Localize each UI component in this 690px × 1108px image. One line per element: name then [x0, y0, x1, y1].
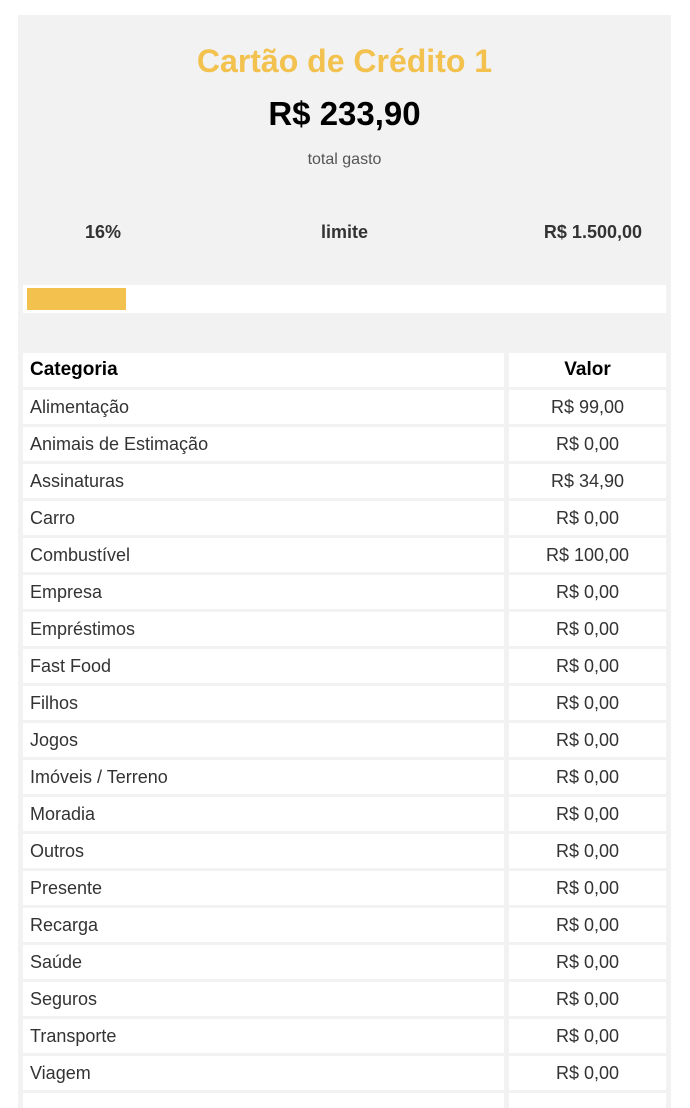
- header-value: Valor: [509, 353, 666, 387]
- table-row: [23, 575, 666, 612]
- table-row: [23, 760, 666, 797]
- header-category: Categoria: [23, 353, 504, 387]
- table-row: [23, 1056, 666, 1093]
- table-row: [23, 945, 666, 982]
- category-cell: Moradia: [23, 797, 504, 831]
- value-cell: R$ 0,00: [509, 1056, 666, 1090]
- limit-label: limite: [320, 222, 368, 242]
- table-row: [23, 538, 666, 575]
- value-cell: R$ 0,00: [509, 649, 666, 683]
- value-cell: R$ 0,00: [509, 908, 666, 942]
- value-cell: R$ 0,00: [509, 575, 666, 609]
- table-row: [23, 390, 666, 427]
- value-cell: R$ 0,00: [509, 945, 666, 979]
- value-cell: R$ 0,00: [509, 612, 666, 646]
- limit-progress-bar: [23, 285, 666, 313]
- category-cell: Animais de Estimação: [23, 427, 504, 461]
- category-cell: Imóveis / Terreno: [23, 760, 504, 794]
- value-cell: R$ 0,00: [509, 1019, 666, 1053]
- table-header-row: [23, 353, 666, 390]
- table-row: [23, 723, 666, 760]
- empty-cell: [23, 1093, 504, 1108]
- value-cell: R$ 0,00: [509, 834, 666, 868]
- table-row: [23, 464, 666, 501]
- category-cell: Combustível: [23, 538, 504, 572]
- category-cell: Viagem: [23, 1056, 504, 1090]
- table-row: [23, 1019, 666, 1056]
- category-cell: Presente: [23, 871, 504, 905]
- category-table: [23, 353, 666, 1108]
- limit-value: R$ 1.500,00: [543, 222, 642, 242]
- table-row: [23, 982, 666, 1019]
- value-cell: R$ 34,90: [509, 464, 666, 498]
- total-spent-amount: R$ 233,90: [268, 95, 421, 132]
- category-cell: Jogos: [23, 723, 504, 757]
- value-cell: R$ 0,00: [509, 760, 666, 794]
- value-cell: R$ 0,00: [509, 723, 666, 757]
- table-row: [23, 871, 666, 908]
- credit-card-summary: [18, 15, 671, 1108]
- table-row: [23, 427, 666, 464]
- value-cell: R$ 0,00: [509, 686, 666, 720]
- card-title: Cartão de Crédito 1: [196, 43, 493, 79]
- category-cell: Transporte: [23, 1019, 504, 1053]
- category-cell: Assinaturas: [23, 464, 504, 498]
- category-cell: Seguros: [23, 982, 504, 1016]
- category-cell: Outros: [23, 834, 504, 868]
- value-cell: R$ 0,00: [509, 427, 666, 461]
- value-cell: R$ 100,00: [509, 538, 666, 572]
- table-row: [23, 834, 666, 871]
- category-cell: Filhos: [23, 686, 504, 720]
- limit-percent: 16%: [85, 222, 122, 242]
- category-cell: Saúde: [23, 945, 504, 979]
- category-cell: Empresa: [23, 575, 504, 609]
- category-cell: Empréstimos: [23, 612, 504, 646]
- total-spent-label: total gasto: [307, 151, 382, 168]
- table-row: [23, 797, 666, 834]
- category-cell: Alimentação: [23, 390, 504, 424]
- limit-progress-fill: [27, 288, 126, 310]
- table-row: [23, 908, 666, 945]
- value-cell: R$ 0,00: [509, 982, 666, 1016]
- value-cell: R$ 0,00: [509, 871, 666, 905]
- category-cell: Recarga: [23, 908, 504, 942]
- category-cell: Fast Food: [23, 649, 504, 683]
- table-row: [23, 686, 666, 723]
- value-cell: R$ 0,00: [509, 501, 666, 535]
- empty-cell: [509, 1093, 666, 1108]
- table-row-empty: [23, 1093, 666, 1108]
- value-cell: R$ 0,00: [509, 797, 666, 831]
- category-cell: Carro: [23, 501, 504, 535]
- table-row: [23, 501, 666, 538]
- limit-row: [18, 222, 671, 242]
- table-row: [23, 649, 666, 686]
- table-row: [23, 612, 666, 649]
- value-cell: R$ 99,00: [509, 390, 666, 424]
